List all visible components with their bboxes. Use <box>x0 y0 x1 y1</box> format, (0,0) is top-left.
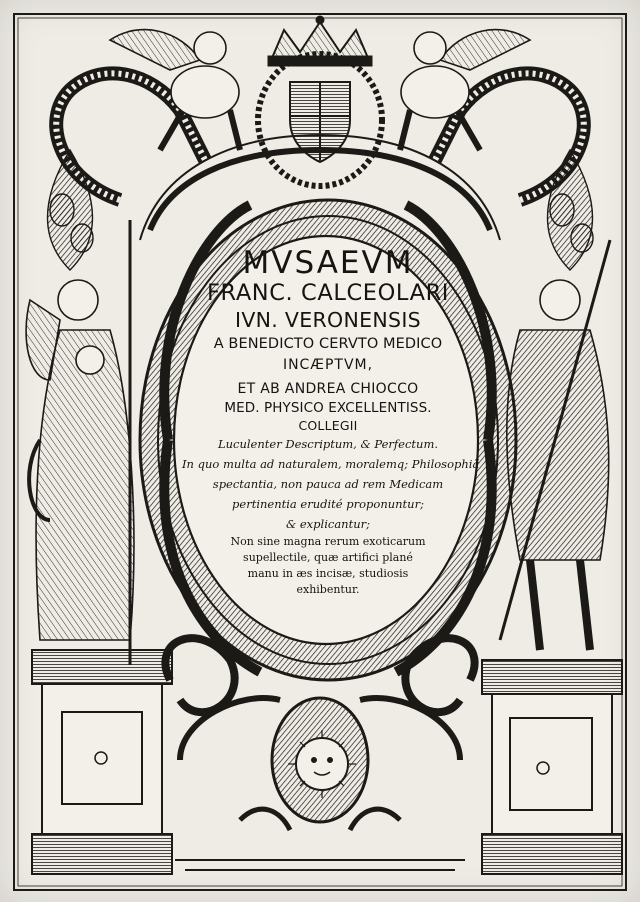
title-line-14: Non sine magna rerum exoticarum <box>230 535 426 548</box>
title-line-7: MED. PHYSICO EXCELLENTISS. <box>224 400 432 416</box>
title-line-4: A BENEDICTO CERVTO MEDICO <box>213 336 443 352</box>
title-line-6: ET AB ANDREA CHIOCCO <box>237 381 419 397</box>
title-line-11: spectantia, non pauca ad rem Medicam <box>212 477 444 491</box>
title-line-13: & explicantur; <box>285 517 370 531</box>
title-line-1: MVSAEVM <box>242 245 414 281</box>
title-line-10: In quo multa ad naturalem, moralemq; Philosophiã <box>182 457 480 471</box>
title-line-8: COLLEGII <box>298 418 358 433</box>
title-line-2: FRANC. CALCEOLARI <box>206 280 450 306</box>
title-line-16: manu in æs incisæ, studiosis <box>247 567 409 580</box>
crown-and-arms <box>258 16 382 186</box>
title-line-17: exhibentur. <box>296 583 360 596</box>
right-figure <box>500 240 610 650</box>
title-line-3: IVN. VERONENSIS <box>235 308 421 332</box>
title-line-9: Luculenter Descriptum, & Perfectum. <box>217 437 439 451</box>
title-line-15: supellectile, quæ artifici plané <box>243 551 413 564</box>
left-figure <box>26 220 134 665</box>
title-text-block <box>182 245 480 646</box>
title-line-12: pertinentia erudité proponuntur; <box>232 497 424 511</box>
title-line-5: INCÆPTVM, <box>282 357 374 373</box>
